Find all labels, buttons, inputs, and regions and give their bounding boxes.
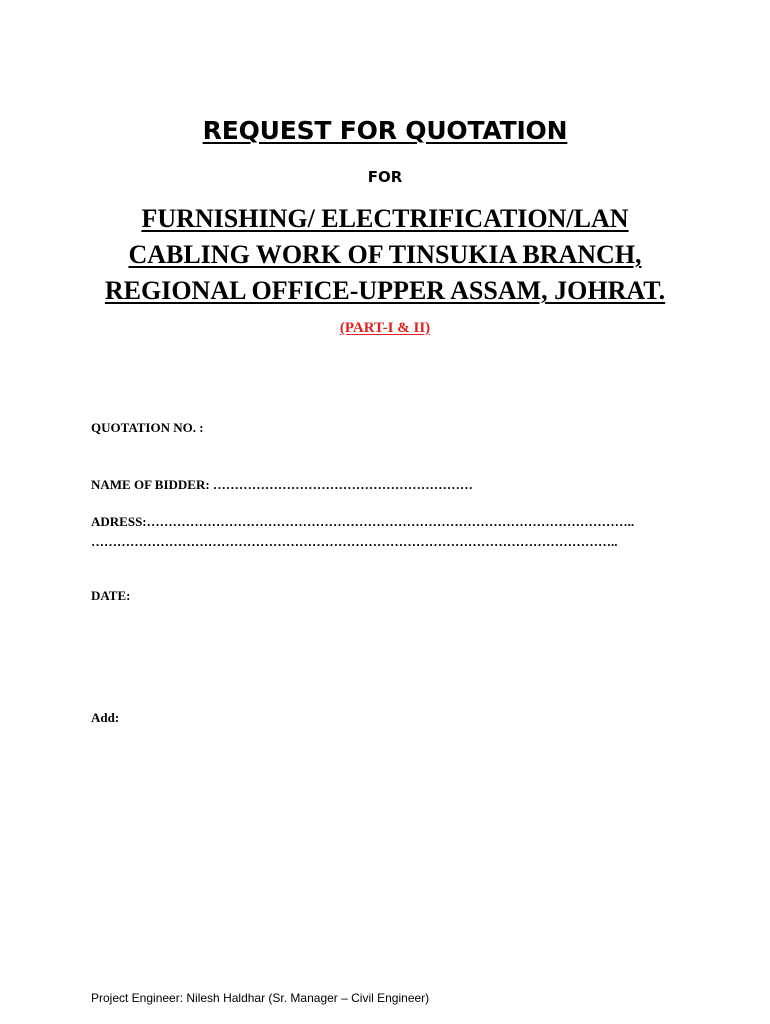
- part-label: (PART-I & II): [339, 320, 431, 336]
- date-field: DATE:: [91, 588, 131, 603]
- subject-line-1: FURNISHING/ ELECTRIFICATION/LAN: [141, 204, 629, 233]
- work-subject: [0, 201, 770, 309]
- bidder-name-field: NAME OF BIDDER: ……………………………………………………: [91, 477, 473, 492]
- subject-line-3: REGIONAL OFFICE-UPPER ASSAM, JOHRAT.: [104, 276, 666, 305]
- subject-line-2: CABLING WORK OF TINSUKIA BRANCH,: [128, 240, 642, 269]
- quotation-number-field: QUOTATION NO. :: [91, 420, 204, 435]
- address-field-line-1: ADRESS:…………………………………………………………………………………………………..: [91, 514, 635, 529]
- footer-project-engineer: Project Engineer: Nilesh Haldhar (Sr. Manager – Civil Engineer): [91, 991, 430, 1005]
- document-title: REQUEST FOR QUOTATION: [202, 116, 568, 145]
- add-field: Add:: [91, 710, 120, 725]
- for-label: FOR: [367, 168, 403, 186]
- address-field-line-2: …………………………………………………………………………………………………………..: [91, 534, 618, 549]
